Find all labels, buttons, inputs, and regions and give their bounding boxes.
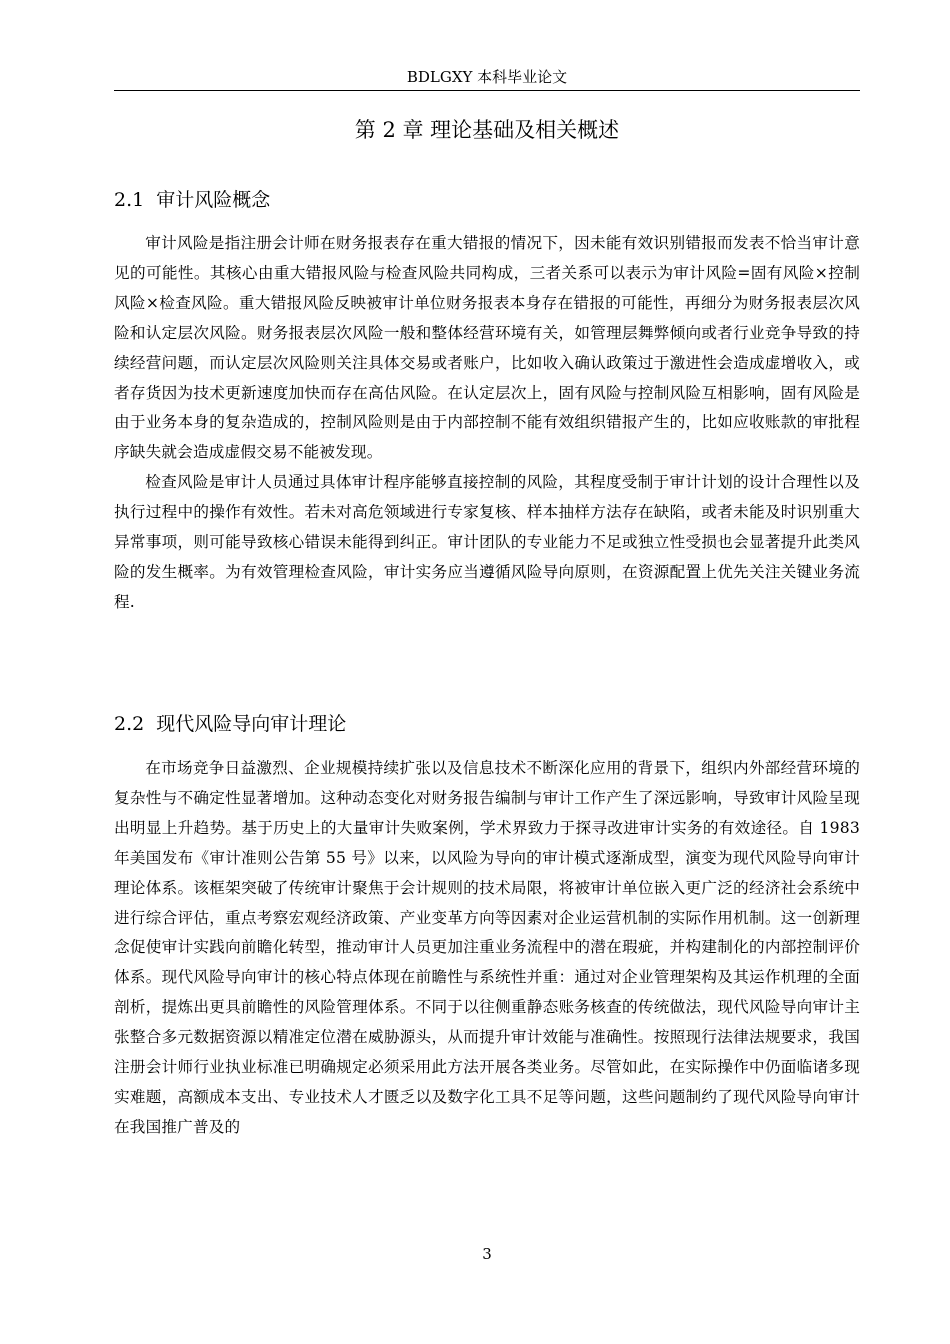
section-title-text: 现代风险导向审计理论 <box>156 713 347 735</box>
section-2-1 <box>114 186 860 618</box>
page-number: 3 <box>482 1245 492 1263</box>
page-header: BDLGXY 本科毕业论文 <box>406 68 568 86</box>
section-heading <box>114 710 860 738</box>
section-number: 2.2 <box>114 713 145 735</box>
paragraph: 在市场竞争日益激烈、企业规模持续扩张以及信息技术不断深化应用的背景下，组织内外部经营环境的复杂性与不确定性显著增加。这种动态变化对财务报告编制与审计工作产生了深远影响，导致审计风险呈现出明显上升趋势。基于历史上的大量审计失败案例，学术界致力于探寻改进审计实务的有效途径。自 1983 年美国发布《审计准则公告第 55 号》以来，以风险为导向的审计模式逐渐成型，演变为现代风险导向审计理论体系。该框架突破了传统审计聚焦于会计规则的技术局限，将被审计单位嵌入更广泛的经济社会系统中进行综合评估，重点考察宏观经济政策、产业变革方向等因素对企业运营机制的实际作用机制。这一创新理念促使审计实践向前瞻化转型，推动审计人员更加注重业务流程中的潜在瑕疵，并构建制化的内部控制评价体系。现代风险导向审计的核心特点体现在前瞻性与系统性并重：通过对企业管理架构及其运作机理的全面剖析，提炼出更具前瞻性的风险管理体系。不同于以往侧重静态账务核查的传统做法，现代风险导向审计主张整合多元数据资源以精准定位潜在威胁源头，从而提升审计效能与准确性。按照现行法律法规要求，我国注册会计师行业执业标准已明确规定必须采用此方法开展各类业务。尽管如此，在实际操作中仍面临诸多现实难题，高额成本支出、专业技术人才匮乏以及数字化工具不足等问题，这些问题制约了现代风险导向审计在我国推广普及的 <box>114 759 860 1136</box>
section-number: 2.1 <box>114 189 145 211</box>
section-title-text: 审计风险概念 <box>156 189 271 211</box>
header-divider <box>114 90 860 91</box>
section-2-2 <box>114 710 860 1143</box>
chapter-title: 第 2 章 理论基础及相关概述 <box>354 118 620 142</box>
paragraph: 审计风险是指注册会计师在财务报表存在重大错报的情况下，因未能有效识别错报而发表不恰当审计意见的可能性。其核心由重大错报风险与检查风险共同构成，三者关系可以表示为审计风险=固有风险×控制风险×检查风险。重大错报风险反映被审计单位财务报表本身存在错报的可能性，再细分为财务报表层次风险和认定层次风险。财务报表层次风险一般和整体经营环境有关，如管理层舞弊倾向或者行业竞争导致的持续经营问题，而认定层次风险则关注具体交易或者账户，比如收入确认政策过于激进性会造成虚增收入，或者存货因为技术更新速度加快而存在高估风险。在认定层次上，固有风险与控制风险互相影响，固有风险是由于业务本身的复杂造成的，控制风险则是由于内部控制不能有效组织错报产生的，比如应收账款的审批程序缺失就会造成虚假交易不能被发现。 <box>114 234 860 462</box>
section-heading <box>114 186 860 214</box>
paragraph: 检查风险是审计人员通过具体审计程序能够直接控制的风险，其程度受制于审计计划的设计合理性以及执行过程中的操作有效性。若未对高危领域进行专家复核、样本抽样方法存在缺陷，或者未能及时识别重大异常事项，则可能导致核心错误未能得到纠正。审计团队的专业能力不足或独立性受损也会显著提升此类风险的发生概率。为有效管理检查风险，审计实务应当遵循风险导向原则，在资源配置上优先关注关键业务流程. <box>114 473 860 611</box>
